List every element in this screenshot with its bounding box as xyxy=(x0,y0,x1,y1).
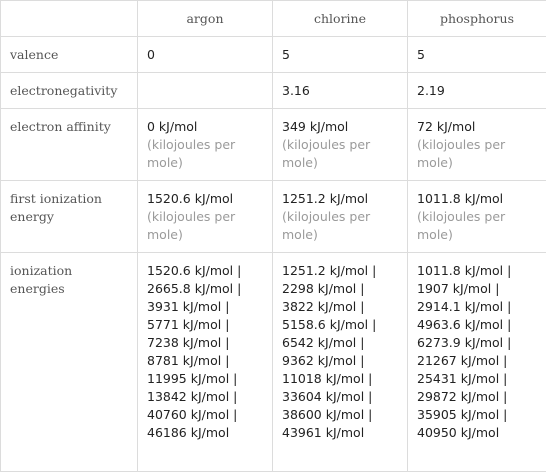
row-label-ionization-energies: ionization energies xyxy=(1,253,138,472)
cell-valence-phosphorus: 5 xyxy=(408,37,546,73)
cell-electronegativity-argon xyxy=(138,73,273,109)
table-row-electronegativity xyxy=(1,73,546,109)
value-text: 349 kJ/mol xyxy=(282,119,349,134)
unit-note: (kilojoules per mole) xyxy=(282,137,371,170)
unit-note: (kilojoules per mole) xyxy=(282,209,371,242)
cell-electron-affinity-argon xyxy=(138,109,273,181)
table-row-first-ionization-energy xyxy=(1,181,546,253)
cell-electron-affinity-chlorine xyxy=(273,109,408,181)
row-label-electronegativity: electronegativity xyxy=(1,73,138,109)
value-text: 1251.2 kJ/mol xyxy=(282,191,369,206)
header-row xyxy=(1,1,546,37)
value-text: 0 kJ/mol xyxy=(147,119,198,134)
value-text: 72 kJ/mol xyxy=(417,119,476,134)
cell-first-ionization-phosphorus xyxy=(408,181,546,253)
cell-first-ionization-chlorine xyxy=(273,181,408,253)
row-label-electron-affinity: electron affinity xyxy=(1,109,138,181)
value-text: 1011.8 kJ/mol xyxy=(417,191,504,206)
cell-valence-chlorine: 5 xyxy=(273,37,408,73)
unit-note: (kilojoules per mole) xyxy=(417,209,506,242)
cell-electron-affinity-phosphorus xyxy=(408,109,546,181)
column-header-argon: argon xyxy=(138,1,273,37)
unit-note: (kilojoules per mole) xyxy=(147,137,236,170)
unit-note: (kilojoules per mole) xyxy=(147,209,236,242)
table-row-ionization-energies xyxy=(1,253,546,472)
cell-first-ionization-argon xyxy=(138,181,273,253)
unit-note: (kilojoules per mole) xyxy=(417,137,506,170)
table-row-electron-affinity xyxy=(1,109,546,181)
table-row-valence xyxy=(1,37,546,73)
cell-electronegativity-phosphorus: 2.19 xyxy=(408,73,546,109)
cell-ionization-energies-phosphorus: 1011.8 kJ/mol | 1907 kJ/mol | 2914.1 kJ/mol | 4963.6 kJ/mol | 6273.9 kJ/mol | 21267 kJ/mol | 25431 kJ/mol | 29872 kJ/mol | 35905 kJ/mol | 40950 kJ/mol xyxy=(408,253,546,472)
row-label-valence: valence xyxy=(1,37,138,73)
corner-cell xyxy=(1,1,138,37)
column-header-phosphorus: phosphorus xyxy=(408,1,546,37)
row-label-first-ionization-energy: first ionization energy xyxy=(1,181,138,253)
cell-ionization-energies-chlorine: 1251.2 kJ/mol | 2298 kJ/mol | 3822 kJ/mol | 5158.6 kJ/mol | 6542 kJ/mol | 9362 kJ/mol | 11018 kJ/mol | 33604 kJ/mol | 38600 kJ/mol | 43961 kJ/mol xyxy=(273,253,408,472)
cell-electronegativity-chlorine: 3.16 xyxy=(273,73,408,109)
column-header-chlorine: chlorine xyxy=(273,1,408,37)
cell-ionization-energies-argon: 1520.6 kJ/mol | 2665.8 kJ/mol | 3931 kJ/mol | 5771 kJ/mol | 7238 kJ/mol | 8781 kJ/mol | 11995 kJ/mol | 13842 kJ/mol | 40760 kJ/mol | 46186 kJ/mol xyxy=(138,253,273,472)
cell-valence-argon: 0 xyxy=(138,37,273,73)
value-text: 1520.6 kJ/mol xyxy=(147,191,234,206)
